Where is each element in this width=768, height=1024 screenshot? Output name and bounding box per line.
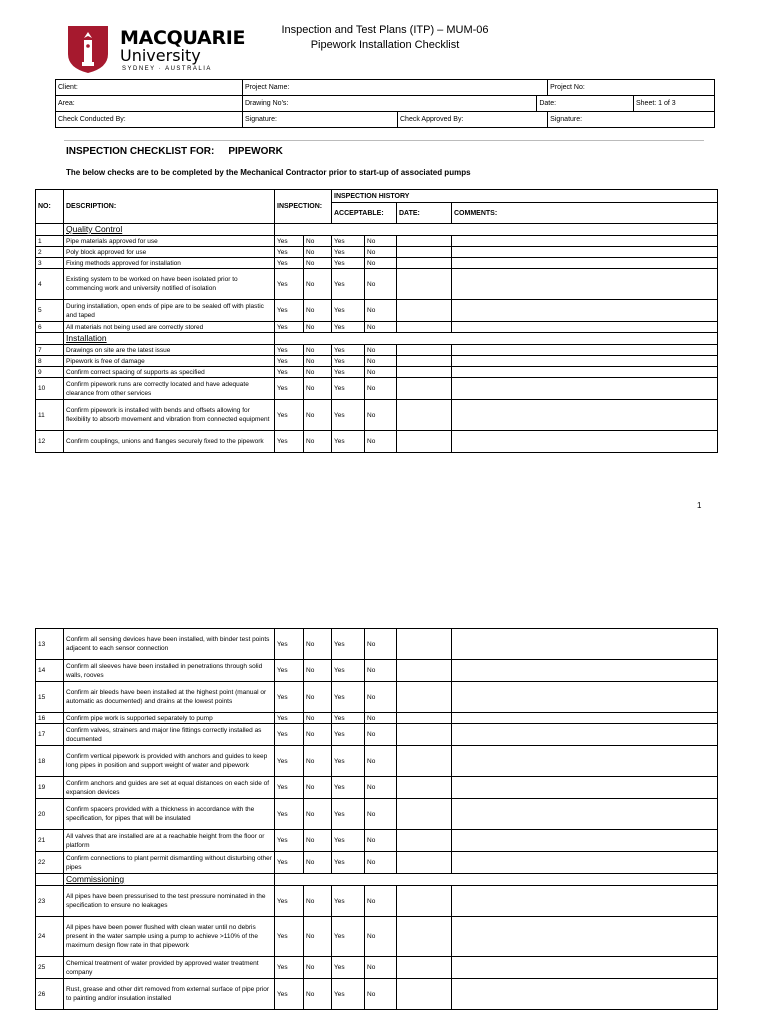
inspection-yes[interactable]: Yes [275,236,304,247]
checklist-row [36,682,718,713]
item-number: 10 [36,378,64,400]
item-description: Confirm pipework is installed with bends and offsets allowing for flexibility to absorb movement and vibration from connected equipment [64,400,275,431]
checklist-row [36,322,718,333]
acceptable-yes[interactable]: Yes [332,799,365,830]
checklist-row [36,917,718,957]
logo-name: MACQUARIE [120,27,246,49]
item-number: 11 [36,400,64,431]
acceptable-no[interactable]: No [365,322,397,333]
checklist-row [36,247,718,258]
drawing-nos-field[interactable]: Drawing No's: [243,96,537,112]
checklist-row [36,660,718,682]
comments-cell[interactable] [452,431,718,453]
document-title: Inspection and Test Plans (ITP) – MUM-06 [281,24,489,36]
acceptable-yes[interactable]: Yes [332,247,365,258]
university-logo [66,24,246,76]
acceptable-no[interactable]: No [365,236,397,247]
area-field[interactable]: Area: [56,96,243,112]
inspection-yes[interactable]: Yes [275,431,304,453]
inspection-no[interactable]: No [304,830,332,852]
date-cell[interactable] [397,917,452,957]
inspection-no[interactable]: No [304,400,332,431]
acceptable-no[interactable]: No [365,247,397,258]
checklist-heading [66,146,283,157]
acceptable-no[interactable]: No [365,979,397,1010]
col-header-inspection: INSPECTION: [275,190,332,224]
item-description: Confirm air bleeds have been installed at the highest point (manual or automatic as documented) and drains at the lowest points [64,682,275,713]
item-number: 5 [36,300,64,322]
acceptable-no[interactable]: No [365,746,397,777]
col-header-date: DATE: [397,203,452,224]
checklist-subject: PIPEWORK [228,146,283,157]
acceptable-yes[interactable]: Yes [332,852,365,874]
logo-location: SYDNEY · AUSTRALIA [122,66,212,72]
checklist-row [36,629,718,660]
acceptable-yes[interactable]: Yes [332,367,365,378]
checklist-row [36,777,718,799]
inspection-yes[interactable]: Yes [275,378,304,400]
acceptable-no[interactable]: No [365,886,397,917]
date-cell[interactable] [397,322,452,333]
acceptable-no[interactable]: No [365,258,397,269]
checklist-table-page1 [35,189,718,453]
comments-cell[interactable] [452,356,718,367]
inspection-yes[interactable]: Yes [275,400,304,431]
inspection-no[interactable]: No [304,322,332,333]
item-number: 3 [36,258,64,269]
item-number: 8 [36,356,64,367]
inspection-yes[interactable]: Yes [275,957,304,979]
acceptable-no[interactable]: No [365,830,397,852]
acceptable-yes[interactable]: Yes [332,378,365,400]
acceptable-no[interactable]: No [365,957,397,979]
item-description: All pipes have been power flushed with clean water until no debris present in the water sample using a pump to achieve >110% of the maximum design flow rate in that pipework [64,917,275,957]
checklist-row [36,886,718,917]
col-header-no: NO: [36,190,64,224]
item-number: 21 [36,830,64,852]
date-cell[interactable] [397,345,452,356]
checklist-row [36,258,718,269]
item-number: 6 [36,322,64,333]
section-row [36,333,718,345]
inspection-no[interactable]: No [304,236,332,247]
item-description: All materials not being used are correctly stored [64,322,275,333]
item-description: Chemical treatment of water provided by approved water treatment company [64,957,275,979]
date-cell[interactable] [397,236,452,247]
item-number: 24 [36,917,64,957]
project-info-table [55,79,715,128]
inspection-yes[interactable]: Yes [275,777,304,799]
date-cell[interactable] [397,431,452,453]
checklist-row [36,345,718,356]
date-cell[interactable] [397,660,452,682]
inspection-yes[interactable]: Yes [275,258,304,269]
date-cell[interactable] [397,886,452,917]
inspection-no[interactable]: No [304,682,332,713]
checklist-table-page2 [35,628,718,1010]
item-number: 13 [36,629,64,660]
check-approved-by-field[interactable]: Check Approved By: [398,112,548,128]
date-cell[interactable] [397,830,452,852]
date-cell[interactable] [397,799,452,830]
inspection-no[interactable]: No [304,852,332,874]
checklist-row [36,300,718,322]
acceptable-no[interactable]: No [365,777,397,799]
inspection-no[interactable]: No [304,356,332,367]
comments-cell[interactable] [452,258,718,269]
acceptable-yes[interactable]: Yes [332,322,365,333]
acceptable-yes[interactable]: Yes [332,979,365,1010]
section-row [36,874,718,886]
col-header-description: DESCRIPTION: [64,190,275,224]
item-description: Confirm couplings, unions and flanges securely fixed to the pipework [64,431,275,453]
comments-cell[interactable] [452,322,718,333]
acceptable-yes[interactable]: Yes [332,258,365,269]
comments-cell[interactable] [452,400,718,431]
item-number: 19 [36,777,64,799]
comments-cell[interactable] [452,269,718,300]
inspection-yes[interactable]: Yes [275,830,304,852]
inspection-no[interactable]: No [304,957,332,979]
signature-field-1[interactable]: Signature: [243,112,398,128]
checklist-row [36,356,718,367]
section-title: Commissioning [64,874,275,886]
inspection-yes[interactable]: Yes [275,660,304,682]
date-cell[interactable] [397,247,452,258]
item-number: 16 [36,713,64,724]
inspection-no[interactable]: No [304,917,332,957]
inspection-yes[interactable]: Yes [275,979,304,1010]
inspection-yes[interactable]: Yes [275,345,304,356]
inspection-no[interactable]: No [304,746,332,777]
item-number: 2 [36,247,64,258]
comments-cell[interactable] [452,830,718,852]
checklist-row [36,431,718,453]
acceptable-yes[interactable]: Yes [332,236,365,247]
checklist-row [36,400,718,431]
col-header-comments: COMMENTS: [452,203,718,224]
acceptable-no[interactable]: No [365,682,397,713]
inspection-no[interactable]: No [304,799,332,830]
inspection-yes[interactable]: Yes [275,852,304,874]
inspection-no[interactable]: No [304,431,332,453]
comments-cell[interactable] [452,367,718,378]
signature-field-2[interactable]: Signature: [548,112,715,128]
inspection-no[interactable]: No [304,258,332,269]
inspection-yes[interactable]: Yes [275,713,304,724]
date-cell[interactable] [397,400,452,431]
checklist-row [36,724,718,746]
acceptable-no[interactable]: No [365,367,397,378]
inspection-no[interactable]: No [304,378,332,400]
date-cell[interactable] [397,724,452,746]
item-description: Confirm connections to plant permit dismantling without disturbing other pipes [64,852,275,874]
item-description: Rust, grease and other dirt removed from external surface of pipe prior to painting and/or insulation installed [64,979,275,1010]
item-description: Existing system to be worked on have been isolated prior to commencing work and university notified of isolation [64,269,275,300]
item-description: All pipes have been pressurised to the test pressure nominated in the specification to ensure no leakages [64,886,275,917]
section-title: Installation [64,333,275,345]
acceptable-no[interactable]: No [365,629,397,660]
date-cell[interactable] [397,777,452,799]
date-cell[interactable] [397,629,452,660]
acceptable-no[interactable]: No [365,300,397,322]
date-cell[interactable] [397,356,452,367]
project-no-field[interactable]: Project No: [548,80,715,96]
col-header-inspection-history: INSPECTION HISTORY [332,190,718,203]
acceptable-yes[interactable]: Yes [332,629,365,660]
acceptable-no[interactable]: No [365,345,397,356]
acceptable-no[interactable]: No [365,917,397,957]
acceptable-yes[interactable]: Yes [332,713,365,724]
inspection-yes[interactable]: Yes [275,724,304,746]
logo-subtitle: University [120,46,201,65]
item-description: Drawings on site are the latest issue [64,345,275,356]
checklist-row [36,269,718,300]
section-title: Quality Control [64,224,275,236]
comments-cell[interactable] [452,777,718,799]
item-description: Pipework is free of damage [64,356,275,367]
inspection-no[interactable]: No [304,886,332,917]
item-description: Pipe materials approved for use [64,236,275,247]
comments-cell[interactable] [452,957,718,979]
checklist-row [36,830,718,852]
client-field[interactable]: Client: [56,80,243,96]
item-description: Confirm correct spacing of supports as specified [64,367,275,378]
inspection-no[interactable]: No [304,713,332,724]
acceptable-yes[interactable]: Yes [332,830,365,852]
acceptable-yes[interactable]: Yes [332,777,365,799]
item-description: Fixing methods approved for installation [64,258,275,269]
acceptable-no[interactable]: No [365,356,397,367]
comments-cell[interactable] [452,917,718,957]
checklist-row [36,799,718,830]
inspection-no[interactable]: No [304,269,332,300]
date-cell[interactable] [397,852,452,874]
acceptable-yes[interactable]: Yes [332,660,365,682]
item-number: 22 [36,852,64,874]
date-cell[interactable] [397,258,452,269]
acceptable-no[interactable]: No [365,400,397,431]
inspection-yes[interactable]: Yes [275,356,304,367]
acceptable-yes[interactable]: Yes [332,300,365,322]
inspection-no[interactable]: No [304,300,332,322]
comments-cell[interactable] [452,799,718,830]
item-number: 7 [36,345,64,356]
acceptable-yes[interactable]: Yes [332,957,365,979]
acceptable-no[interactable]: No [365,660,397,682]
item-number: 26 [36,979,64,1010]
acceptable-yes[interactable]: Yes [332,682,365,713]
acceptable-no[interactable]: No [365,852,397,874]
acceptable-yes[interactable]: Yes [332,400,365,431]
comments-cell[interactable] [452,713,718,724]
inspection-yes[interactable]: Yes [275,746,304,777]
date-cell[interactable] [397,378,452,400]
inspection-no[interactable]: No [304,724,332,746]
acceptable-no[interactable]: No [365,378,397,400]
checklist-row [36,713,718,724]
item-description: During installation, open ends of pipe are to be sealed off with plastic and taped [64,300,275,322]
comments-cell[interactable] [452,629,718,660]
comments-cell[interactable] [452,236,718,247]
item-number: 12 [36,431,64,453]
date-cell[interactable] [397,957,452,979]
item-number: 18 [36,746,64,777]
comments-cell[interactable] [452,378,718,400]
inspection-no[interactable]: No [304,777,332,799]
document-subtitle: Pipework Installation Checklist [310,39,460,51]
acceptable-no[interactable]: No [365,713,397,724]
date-field[interactable]: Date: [537,96,634,112]
inspection-yes[interactable]: Yes [275,322,304,333]
item-number: 4 [36,269,64,300]
inspection-yes[interactable]: Yes [275,300,304,322]
inspection-no[interactable]: No [304,367,332,378]
acceptable-no[interactable]: No [365,431,397,453]
acceptable-yes[interactable]: Yes [332,724,365,746]
comments-cell[interactable] [452,724,718,746]
comments-cell[interactable] [452,886,718,917]
checklist-heading-label: INSPECTION CHECKLIST FOR: [66,146,215,157]
item-description: Confirm all sleeves have been installed in penetrations through solid walls, rooves [64,660,275,682]
item-number: 15 [36,682,64,713]
inspection-no[interactable]: No [304,629,332,660]
inspection-no[interactable]: No [304,247,332,258]
comments-cell[interactable] [452,300,718,322]
item-number: 1 [36,236,64,247]
acceptable-yes[interactable]: Yes [332,746,365,777]
page-number: 1 [697,501,702,510]
item-number: 17 [36,724,64,746]
checklist-row [36,746,718,777]
date-cell[interactable] [397,300,452,322]
acceptable-yes[interactable]: Yes [332,345,365,356]
item-number: 25 [36,957,64,979]
comments-cell[interactable] [452,979,718,1010]
item-description: Poly block approved for use [64,247,275,258]
shield-icon [66,24,110,74]
date-cell[interactable] [397,682,452,713]
checklist-row [36,957,718,979]
divider [64,140,704,141]
item-description: Confirm valves, strainers and major line fittings correctly installed as documented [64,724,275,746]
acceptable-yes[interactable]: Yes [332,431,365,453]
date-cell[interactable] [397,713,452,724]
sheet-field: Sheet: 1 of 3 [634,96,715,112]
item-description: Confirm spacers provided with a thickness in accordance with the specification, for pipes that will be insulated [64,799,275,830]
comments-cell[interactable] [452,247,718,258]
checklist-row [36,979,718,1010]
checklist-row [36,378,718,400]
date-cell[interactable] [397,367,452,378]
item-description: Confirm pipe work is supported separately to pump [64,713,275,724]
item-description: Confirm vertical pipework is provided with anchors and guides to keep long pipes in position and support weight of water and pipework [64,746,275,777]
item-description: All valves that are installed are at a reachable height from the floor or platform [64,830,275,852]
inspection-yes[interactable]: Yes [275,367,304,378]
acceptable-no[interactable]: No [365,269,397,300]
check-conducted-by-field[interactable]: Check Conducted By: [56,112,243,128]
item-number: 23 [36,886,64,917]
checklist-row [36,367,718,378]
item-description: Confirm anchors and guides are set at equal distances on each side of expansion devices [64,777,275,799]
item-number: 14 [36,660,64,682]
comments-cell[interactable] [452,852,718,874]
inspection-no[interactable]: No [304,979,332,1010]
acceptable-yes[interactable]: Yes [332,886,365,917]
acceptable-yes[interactable]: Yes [332,356,365,367]
inspection-yes[interactable]: Yes [275,629,304,660]
checklist-row [36,852,718,874]
acceptable-yes[interactable]: Yes [332,917,365,957]
inspection-no[interactable]: No [304,345,332,356]
acceptable-no[interactable]: No [365,724,397,746]
date-cell[interactable] [397,746,452,777]
inspection-no[interactable]: No [304,660,332,682]
comments-cell[interactable] [452,746,718,777]
col-header-acceptable: ACCEPTABLE: [332,203,397,224]
item-number: 20 [36,799,64,830]
comments-cell[interactable] [452,660,718,682]
item-description: Confirm pipework runs are correctly located and have adequate clearance from other services [64,378,275,400]
item-description: Confirm all sensing devices have been installed, with binder test points adjacent to each sensor connection [64,629,275,660]
date-cell[interactable] [397,269,452,300]
date-cell[interactable] [397,979,452,1010]
project-name-field[interactable]: Project Name: [243,80,548,96]
item-number: 9 [36,367,64,378]
checklist-note: The below checks are to be completed by the Mechanical Contractor prior to start-up of associated pumps [66,168,471,177]
acceptable-yes[interactable]: Yes [332,269,365,300]
acceptable-no[interactable]: No [365,799,397,830]
comments-cell[interactable] [452,345,718,356]
checklist-row [36,236,718,247]
section-row [36,224,718,236]
inspection-yes[interactable]: Yes [275,269,304,300]
inspection-yes[interactable]: Yes [275,799,304,830]
inspection-yes[interactable]: Yes [275,247,304,258]
comments-cell[interactable] [452,682,718,713]
inspection-yes[interactable]: Yes [275,886,304,917]
inspection-yes[interactable]: Yes [275,917,304,957]
inspection-yes[interactable]: Yes [275,682,304,713]
